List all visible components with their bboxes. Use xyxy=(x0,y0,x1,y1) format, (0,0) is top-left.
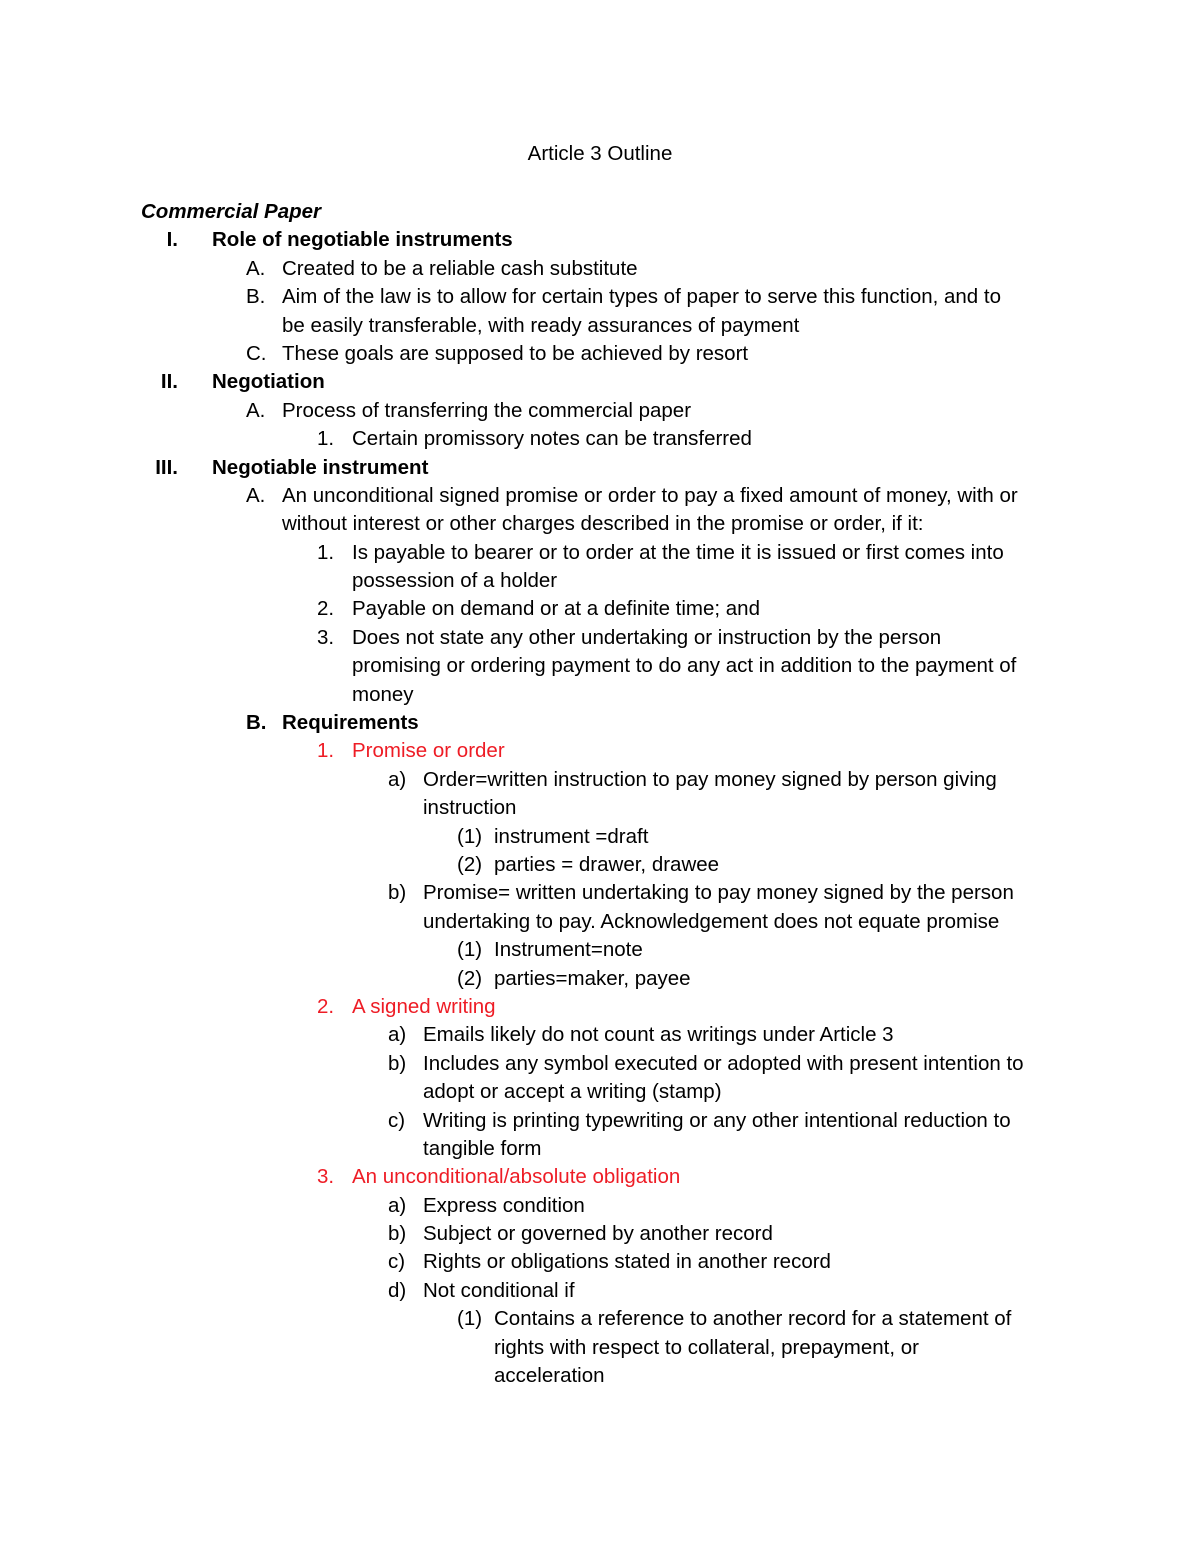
outline-row xyxy=(0,368,1200,396)
outline-marker: b) xyxy=(388,881,407,905)
outline-marker: (1) xyxy=(457,824,483,848)
outline-marker: (2) xyxy=(457,852,483,876)
outline-row xyxy=(0,340,1200,368)
outline-row-highlighted xyxy=(0,737,1200,765)
outline-text: adopt or accept a writing (stamp) xyxy=(423,1080,722,1104)
outline-heading: Negotiation xyxy=(212,370,325,394)
outline-row xyxy=(0,1362,1200,1390)
outline-marker: (1) xyxy=(457,938,483,962)
outline-text: tangible form xyxy=(423,1136,542,1160)
outline-marker: B. xyxy=(246,711,267,735)
outline-row xyxy=(0,766,1200,794)
outline-row xyxy=(0,823,1200,851)
outline-marker: A. xyxy=(246,256,266,280)
outline-text: These goals are supposed to be achieved by resort xyxy=(282,341,749,365)
outline-row xyxy=(0,567,1200,595)
outline-row xyxy=(0,851,1200,879)
outline-row xyxy=(0,539,1200,567)
outline-row xyxy=(0,1305,1200,1333)
outline-text: parties=maker, payee xyxy=(494,966,691,990)
section-heading-row xyxy=(0,198,1200,226)
outline-row xyxy=(0,794,1200,822)
outline-marker: c) xyxy=(388,1108,406,1132)
outline-marker: (1) xyxy=(457,1307,483,1331)
outline-text: An unconditional signed promise or order to pay a fixed amount of money, with or xyxy=(282,483,1018,507)
outline-heading: Role of negotiable instruments xyxy=(212,228,513,252)
outline-row xyxy=(0,624,1200,652)
outline-row xyxy=(0,595,1200,623)
outline-row xyxy=(0,709,1200,737)
outline-row xyxy=(0,908,1200,936)
outline-marker: I. xyxy=(166,228,178,252)
outline-content xyxy=(0,198,1200,1390)
outline-marker: 1. xyxy=(317,540,335,564)
outline-row xyxy=(0,283,1200,311)
outline-marker: a) xyxy=(388,767,407,791)
outline-text: Express condition xyxy=(423,1193,585,1217)
outline-row xyxy=(0,397,1200,425)
outline-text: Instrument=note xyxy=(494,938,643,962)
outline-marker: (2) xyxy=(457,966,483,990)
outline-row xyxy=(0,312,1200,340)
outline-text: undertaking to pay. Acknowledgement does not equate promise xyxy=(423,909,1000,933)
outline-text: Includes any symbol executed or adopted with present intention to xyxy=(423,1051,1024,1075)
outline-text: Is payable to bearer or to order at the time it is issued or first comes into xyxy=(352,540,1004,564)
outline-text: Contains a reference to another record for a statement of xyxy=(494,1307,1012,1331)
outline-marker: c) xyxy=(388,1250,406,1274)
outline-marker: d) xyxy=(388,1278,407,1302)
outline-text: possession of a holder xyxy=(352,569,558,593)
outline-row xyxy=(0,652,1200,680)
outline-text: promising or ordering payment to do any act in addition to the payment of xyxy=(352,654,1017,678)
outline-text: Emails likely do not count as writings under Article 3 xyxy=(423,1023,894,1047)
outline-row xyxy=(0,1248,1200,1276)
outline-text: A signed writing xyxy=(352,994,496,1018)
outline-text: rights with respect to collateral, prepayment, or xyxy=(494,1335,919,1359)
outline-marker: A. xyxy=(246,483,266,507)
outline-row xyxy=(0,425,1200,453)
outline-row xyxy=(0,965,1200,993)
outline-row xyxy=(0,454,1200,482)
outline-text: Promise= written undertaking to pay money signed by the person xyxy=(423,881,1014,905)
outline-text: An unconditional/absolute obligation xyxy=(352,1165,681,1189)
outline-marker: B. xyxy=(246,285,266,309)
outline-marker: a) xyxy=(388,1023,407,1047)
outline-row xyxy=(0,482,1200,510)
outline-marker: 2. xyxy=(317,597,335,621)
outline-text: instrument =draft xyxy=(494,824,649,848)
outline-row xyxy=(0,255,1200,283)
outline-row xyxy=(0,1135,1200,1163)
outline-text: Does not state any other undertaking or instruction by the person xyxy=(352,625,942,649)
outline-text: Promise or order xyxy=(352,739,505,763)
outline-row xyxy=(0,226,1200,254)
outline-text: Not conditional if xyxy=(423,1278,575,1302)
outline-marker: C. xyxy=(246,341,267,365)
outline-marker: b) xyxy=(388,1051,407,1075)
outline-marker: 3. xyxy=(317,1165,335,1189)
outline-row xyxy=(0,681,1200,709)
outline-row xyxy=(0,1050,1200,1078)
outline-row xyxy=(0,1220,1200,1248)
page-title: Article 3 Outline xyxy=(527,142,673,165)
outline-marker: a) xyxy=(388,1193,407,1217)
outline-row-highlighted xyxy=(0,993,1200,1021)
outline-text: acceleration xyxy=(494,1364,605,1388)
outline-row xyxy=(0,1277,1200,1305)
outline-marker: 1. xyxy=(317,427,335,451)
outline-row xyxy=(0,1334,1200,1362)
outline-text: Aim of the law is to allow for certain types of paper to serve this function, and to xyxy=(282,285,1002,309)
outline-text: be easily transferable, with ready assurances of payment xyxy=(282,313,800,337)
section-heading: Commercial Paper xyxy=(141,200,322,223)
outline-text: Order=written instruction to pay money signed by person giving xyxy=(423,767,997,791)
outline-marker: A. xyxy=(246,398,266,422)
outline-row xyxy=(0,1078,1200,1106)
outline-row-highlighted xyxy=(0,1163,1200,1191)
outline-marker: III. xyxy=(155,455,178,479)
outline-row xyxy=(0,1192,1200,1220)
outline-marker: 1. xyxy=(317,739,335,763)
outline-row xyxy=(0,1021,1200,1049)
outline-heading: Negotiable instrument xyxy=(212,455,429,479)
outline-text: Writing is printing typewriting or any other intentional reduction to xyxy=(423,1108,1011,1132)
outline-text: money xyxy=(352,682,414,706)
outline-text: Subject or governed by another record xyxy=(423,1222,773,1246)
outline-row xyxy=(0,1107,1200,1135)
outline-text: instruction xyxy=(423,796,517,820)
outline-marker: b) xyxy=(388,1222,407,1246)
outline-text: without interest or other charges described in the promise or order, if it: xyxy=(282,512,924,536)
outline-heading: Requirements xyxy=(282,711,419,735)
outline-text: Process of transferring the commercial paper xyxy=(282,398,692,422)
outline-marker: II. xyxy=(160,370,178,394)
outline-row xyxy=(0,510,1200,538)
outline-row xyxy=(0,879,1200,907)
outline-text: Created to be a reliable cash substitute xyxy=(282,256,638,280)
outline-marker: 3. xyxy=(317,625,335,649)
outline-text: parties = drawer, drawee xyxy=(494,852,720,876)
outline-text: Rights or obligations stated in another record xyxy=(423,1250,831,1274)
outline-row xyxy=(0,936,1200,964)
outline-marker: 2. xyxy=(317,994,335,1018)
outline-text: Payable on demand or at a definite time; and xyxy=(352,597,760,621)
outline-text: Certain promissory notes can be transferred xyxy=(352,427,752,451)
